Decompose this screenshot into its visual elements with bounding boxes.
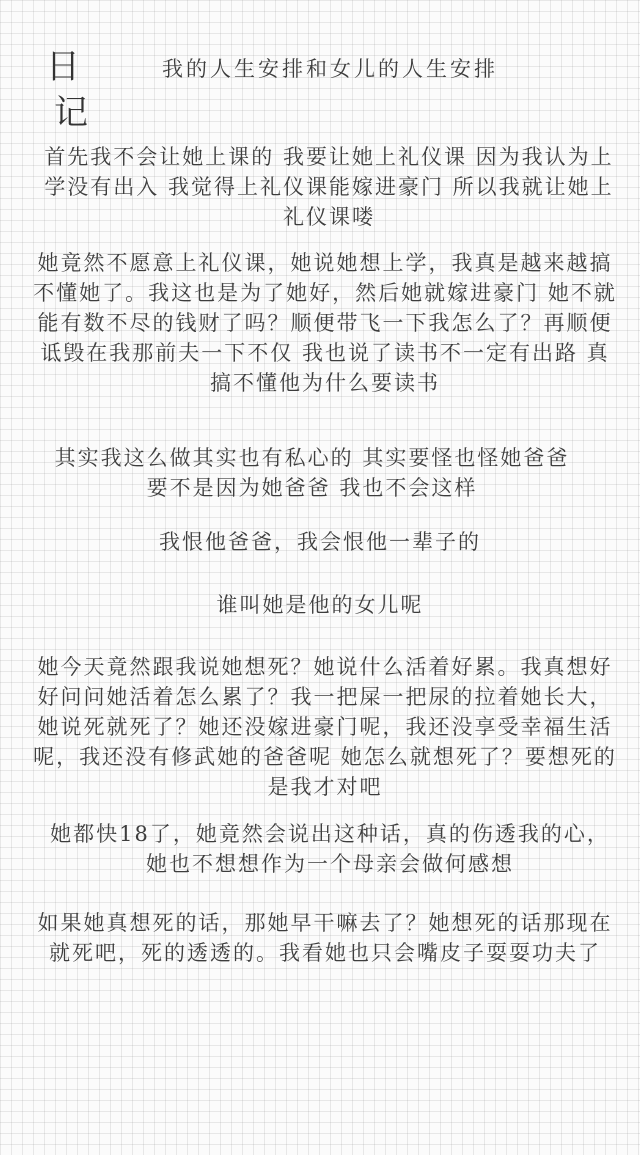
diary-label-char: 记	[54, 93, 88, 133]
paragraph: 她竟然不愿意上礼仪课，她说她想上学，我真是越来越搞不懂她了。我这也是为了她好，然后她就嫁进豪门 她不就能有数不尽的钱财了吗？顺便带飞一下我怎么了？再顺便诋毁在我那前夫一下不仅 我也说了读书不一定有出路 真搞不懂他为什么要读书	[33, 251, 617, 395]
paragraph: 她都快18了，她竟然会说出这种话，真的伤透我的心，她也不想想作为一个母亲会做何感想	[50, 822, 610, 876]
diary-label-char: 日	[46, 47, 80, 87]
diary-label	[46, 44, 88, 136]
paragraph: 其实我这么做其实也有私心的 其实要怪也怪她爸爸 要不是因为她爸爸 我也不会这样	[54, 446, 570, 500]
paragraph: 首先我不会让她上课的 我要让她上礼仪课 因为我认为上学没有出入 我觉得上礼仪课能嫁进豪门 所以我就让她上礼仪课喽	[44, 145, 614, 229]
page-title: 我的人生安排和女儿的人生安排	[162, 57, 498, 81]
paragraph: 谁叫她是他的女儿呢	[216, 593, 424, 617]
paragraph: 如果她真想死的话，那她早干嘛去了？她想死的话那现在就死吧，死的透透的。我看她也只会嘴皮子耍耍功夫了	[37, 911, 613, 965]
paragraph: 我恨他爸爸，我会恨他一辈子的	[159, 530, 481, 554]
paragraph: 她今天竟然跟我说她想死？她说什么活着好累。我真想好好问问她活着怎么累了？我一把屎一把尿的拉着她长大，她说死就死了？她还没嫁进豪门呢，我还没享受幸福生活呢，我还没有修武她的爸爸呢 她怎么就想死了？要想死的是我才对吧	[33, 655, 617, 799]
